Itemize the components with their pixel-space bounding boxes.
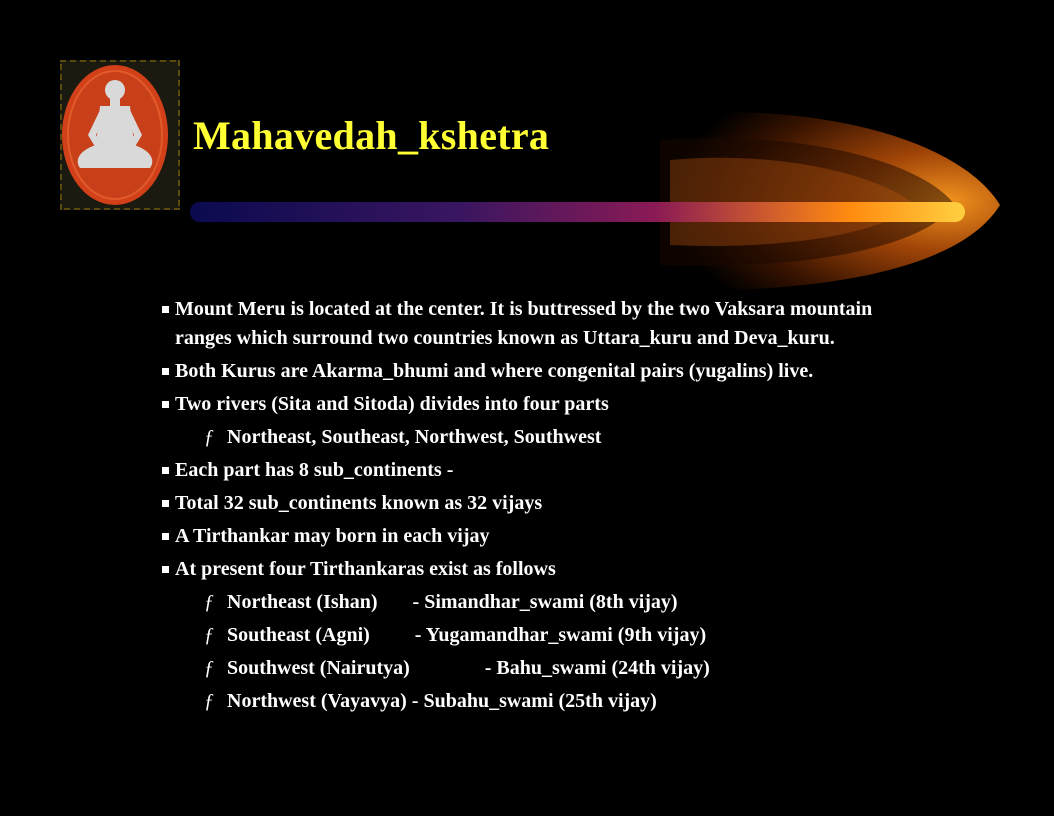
- sub-bullet-text: Southwest (Nairutya) - Bahu_swami (24th vijay): [227, 657, 710, 679]
- bullet-text: Mount Meru is located at the center. It is buttressed by the two Vaksara mountain ranges which surround two countries known as Uttara_kuru and Deva_kuru.: [175, 298, 873, 349]
- sub-bullet-item: [162, 621, 922, 650]
- bullet-text: Both Kurus are Akarma_bhumi and where congenital pairs (yugalins) live.: [175, 360, 814, 382]
- bullet-text: Two rivers (Sita and Sitoda) divides into four parts: [175, 393, 609, 415]
- sub-bullet-item: [162, 423, 922, 452]
- sub-bullet-item: [162, 687, 922, 716]
- sub-bullet-marker: ƒ: [204, 426, 214, 448]
- meditating-figure-icon: [60, 60, 180, 210]
- sub-bullet-item: [162, 654, 922, 683]
- square-bullet-icon: [162, 533, 169, 540]
- bullet-item: [162, 357, 922, 386]
- sub-bullet-text: Northwest (Vayavya) - Subahu_swami (25th vijay): [227, 690, 657, 712]
- sub-bullet-item: [162, 588, 922, 617]
- square-bullet-icon: [162, 500, 169, 507]
- bullet-item: [162, 522, 922, 551]
- bullet-text: A Tirthankar may born in each vijay: [175, 525, 490, 547]
- slide-title: Mahavedah_kshetra: [193, 113, 550, 158]
- sub-bullet-text: Northeast (Ishan) - Simandhar_swami (8th vijay): [227, 591, 678, 613]
- sub-bullet-marker: ƒ: [204, 624, 214, 646]
- sub-bullet-marker: ƒ: [204, 657, 214, 679]
- bullet-item: [162, 489, 922, 518]
- sub-bullet-marker: ƒ: [204, 591, 214, 613]
- bullet-text: Each part has 8 sub_continents -: [175, 459, 454, 481]
- sub-bullet-text: Southeast (Agni) - Yugamandhar_swami (9th vijay): [227, 624, 707, 646]
- bullet-item: [162, 390, 922, 419]
- square-bullet-icon: [162, 566, 169, 573]
- bullet-list: [162, 295, 922, 720]
- square-bullet-icon: [162, 467, 169, 474]
- bullet-item: [162, 295, 922, 353]
- bullet-item: [162, 456, 922, 485]
- bullet-text: Total 32 sub_continents known as 32 vijays: [175, 492, 543, 514]
- bullet-item: [162, 555, 922, 584]
- square-bullet-icon: [162, 401, 169, 408]
- square-bullet-icon: [162, 368, 169, 375]
- sub-bullet-marker: ƒ: [204, 690, 214, 712]
- square-bullet-icon: [162, 306, 169, 313]
- sub-bullet-text: Northeast, Southeast, Northwest, Southwest: [227, 426, 602, 448]
- bullet-text: At present four Tirthankaras exist as follows: [175, 558, 556, 580]
